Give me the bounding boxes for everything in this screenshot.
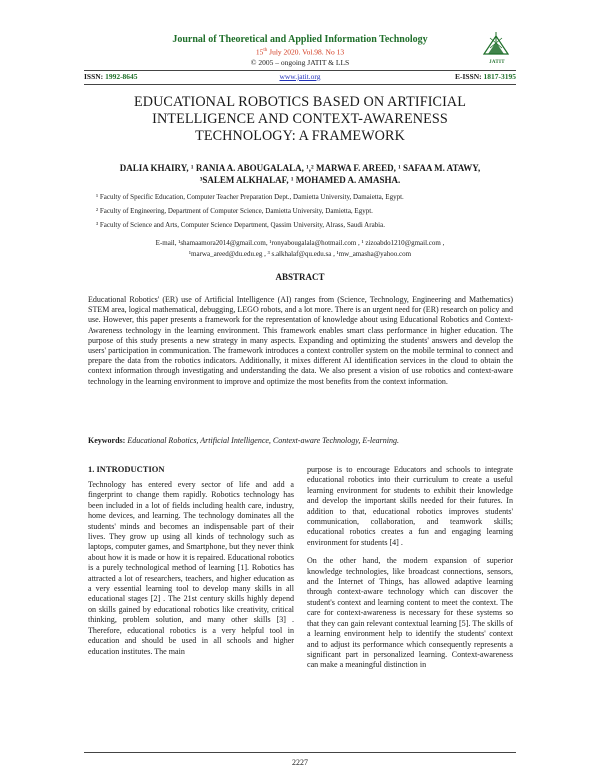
title-line-3: TECHNOLOGY: A FRAMEWORK — [195, 128, 405, 144]
keywords-list: Educational Robotics, Artificial Intelligence, Context-aware Technology, E-learning. — [127, 436, 399, 445]
authors-line-2: ³SALEM ALKHALAF, ¹ MOHAMED A. AMASHA. — [199, 175, 401, 185]
right-column — [307, 465, 513, 679]
authors — [84, 162, 516, 186]
abstract-text: Educational Robotics' (ER) use of Artificial Intelligence (AI) ranges from (Science, Technology, Engineering and Mathematics) STEM area, logical mathematical, debugging, LEGO robots, and a lot more. There is an urgent need for (ER) research on policy and use. However, this paper presents a framework for the representation of knowledge about using Educational Robotics and Context-Awareness technology in the learning environment. This framework enables smart class performance in higher education. The purpose of this study presents a new strategy in many aspects. Expanding and optimizing the students' answers and develop the users' participation in communication. The framework introduces a context controller system on the mobile terminal to connect and prepare the data from the robotics indicators. Additionally, it mixes different AI identification services in the cloud to obtain the context information through investigating and understanding the data. We also present a vision of use robotics and context-aware technology in the learning environment to improve and optimize the most benefits from the context information. — [88, 295, 513, 386]
eissn — [455, 72, 516, 81]
page-number: 2227 — [292, 758, 308, 767]
website-link[interactable]: www.jatit.org — [279, 72, 321, 81]
right-paragraph-1: purpose is to encourage Educators and schools to integrate educational robotics into their curriculum to create a useful learning environment for students to exhibit their knowledge and develop the important skills needed for their futures. In addition to that, educational robotics improves students' communication, collaboration, and teamwork skills; educational robotics creates a fun and engaging learning environment for students [4] . — [307, 465, 513, 547]
paper-title — [84, 94, 516, 145]
section-heading-introduction: 1. INTRODUCTION — [88, 464, 165, 474]
keywords — [88, 436, 513, 445]
journal-title: Journal of Theoretical and Applied Information Technology — [172, 34, 428, 45]
logo-text: JATIT — [489, 60, 505, 65]
authors-line-1: DALIA KHAIRY, ¹ RANIA A. ABOUGALALA, ¹,² MARWA F. AREED, ¹ SAFAA M. ATAWY, — [119, 163, 481, 173]
title-line-1: EDUCATIONAL ROBOTICS BASED ON ARTIFICIAL — [133, 94, 467, 110]
left-column — [88, 480, 294, 665]
eissn-value: 1817-3195 — [483, 72, 516, 81]
journal-header — [60, 34, 540, 68]
issn-row — [84, 72, 516, 83]
title-line-2: INTELLIGENCE AND CONTEXT-AWARENESS — [152, 111, 448, 127]
issue-date — [60, 46, 540, 58]
emails-line-1: E-mail, ¹shamaamora2014@gmail.com, ¹ronyabougalala@hotmail.com , ¹ zizoabdo1210@gmail.com , — [155, 239, 445, 247]
author-emails — [84, 238, 516, 260]
header-rule-bottom — [84, 84, 516, 85]
issue-day: 15 — [255, 47, 264, 57]
affiliation-3: ³ Faculty of Science and Arts, Computer Science Department, Qassim University, Alrass, Saudi Arabia. — [96, 221, 385, 229]
issn-label: ISSN: — [84, 72, 104, 81]
left-paragraph: Technology has entered every sector of life and add a fingerprint to change them rapidly. Robotics technology has been included in a lot of fields including health care, industry, home devices, and learning. The technology dominates all the students' minds and becomes an indispensable part of their lives. They grow up using all kinds of technology such as laptops, computer games, and Smartphone, but they never think about how it is made or how it is repaired. Educational robotics is a purely technological method of learning [1]. Robotics has attracted a lot of researchers, teachers, and higher education as a very essential learning tool to develop many skills in all educational stages [2] . The 21st century skills highly depend on skills gained by educational robotics like creativity, critical thinking, problem solution, and many other skills [3] . Therefore, educational robotics is a very helpful tool in education and should be used in all schools and higher education institutes. The main — [88, 480, 294, 656]
journal-copyright: © 2005 – ongoing JATIT & LLS — [250, 57, 350, 67]
abstract-heading: ABSTRACT — [275, 272, 325, 282]
header-rule-top — [84, 70, 516, 71]
issue-rest: July 2020. Vol.98. No 13 — [269, 47, 345, 57]
footer-rule — [84, 752, 516, 753]
right-paragraph-2: On the other hand, the modern expansion of superior knowledge technologies, like broadcast connections, sensors, and the Internet of Things, has allowed adaptive learning through context-aware technology which can discover the student's context and learning content to meet the context. The care for context-awareness is necessary for these systems so that they can gain relevant contextual learning [5]. The skills of a learning environment help to identify the students' context and to adjust its performance which consequently represents a significant part in personalized learning. Context-awareness can make a meaningful distinction in — [307, 556, 513, 670]
affiliation-1: ¹ Faculty of Specific Education, Computer Teacher Preparation Dept., Damietta University, Damaietta, Egypt. — [96, 193, 404, 201]
emails-line-2: ¹marwa_areed@du.edu.eg , ³ s.alkhalaf@qu.edu.sa , ¹mw_amasha@yahoo.com — [188, 250, 412, 258]
keywords-label: Keywords: — [88, 436, 126, 445]
eissn-label: E-ISSN: — [454, 72, 482, 81]
issn-value: 1992-8645 — [105, 72, 138, 81]
affiliation-2: ² Faculty of Engineering, Department of Computer Science, Damietta University, Damietta, Egypt. — [96, 207, 373, 215]
issue-day-suffix: th — [263, 48, 268, 53]
